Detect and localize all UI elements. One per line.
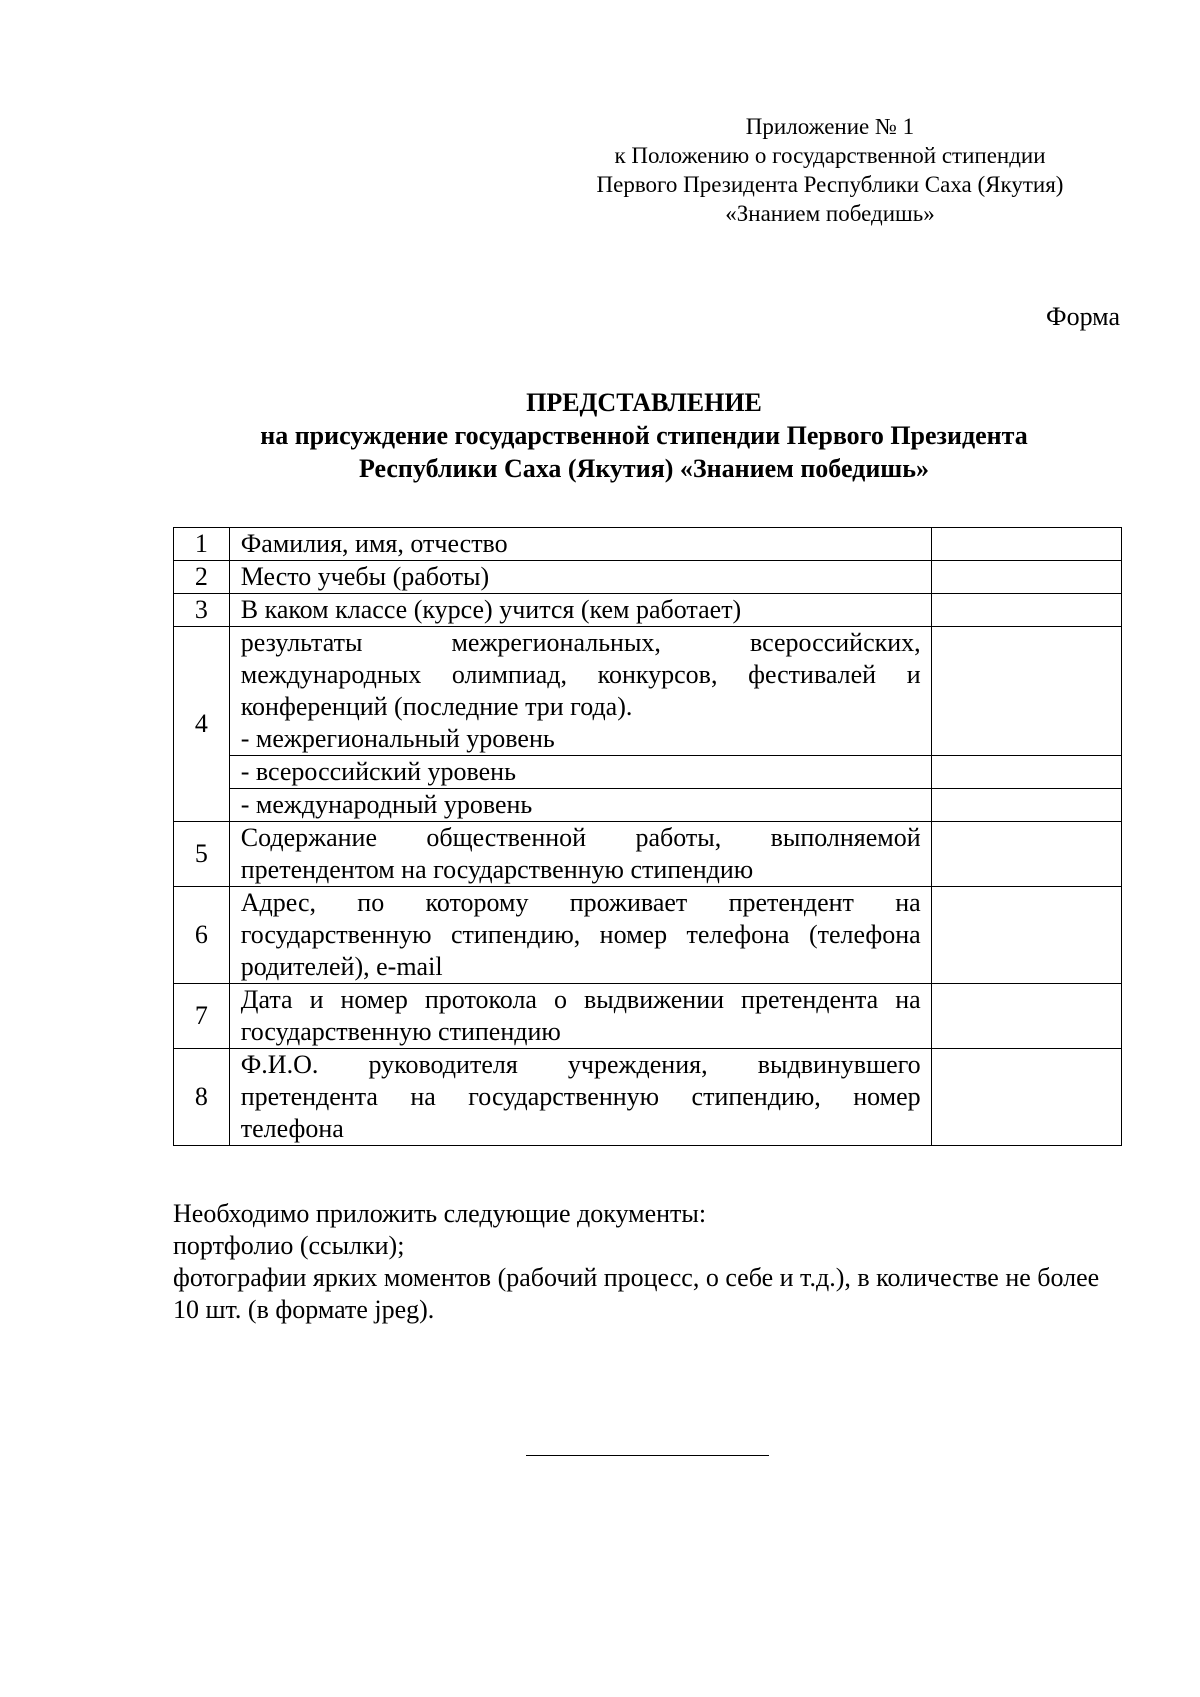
table-row [174, 594, 1122, 627]
closing-divider [526, 1455, 769, 1456]
row-value-cell[interactable] [931, 822, 1121, 887]
row-value-cell[interactable] [931, 887, 1121, 984]
table-row [174, 528, 1122, 561]
row-label: Фамилия, имя, отчество [229, 528, 931, 561]
row-number: 2 [174, 561, 230, 594]
table-row [174, 627, 1122, 756]
row-label-text: результаты межрегиональных, всероссийских, международных олимпиад, конкурсов, фестивалей и конференций (последние три года). [240, 628, 921, 721]
row-sublabel-international: - международный уровень [229, 789, 931, 822]
appendix-line-2: к Положению о государственной стипендии [614, 143, 1046, 168]
row-value-cell[interactable] [931, 984, 1121, 1049]
row-number: 3 [174, 594, 230, 627]
row-label: Ф.И.О. руководителя учреждения, выдвинувшего претендента на государственную стипендию, номер телефона [229, 1049, 931, 1146]
row-label: Адрес, по которому проживает претендент на государственную стипендию, номер телефона (телефона родителей), e-mail [229, 887, 931, 984]
footer-line-2: портфолио (ссылки); [173, 1231, 405, 1260]
form-label: Форма [1046, 302, 1120, 331]
table-subrow [174, 756, 1122, 789]
row-sublabel-national: - всероссийский уровень [229, 756, 931, 789]
footer-line-1: Необходимо приложить следующие документы: [173, 1199, 707, 1228]
row-label [229, 627, 931, 756]
row-value-cell[interactable] [931, 789, 1121, 822]
row-label: Содержание общественной работы, выполняемой претендентом на государственную стипендию [229, 822, 931, 887]
table-row [174, 887, 1122, 984]
row-label: В каком классе (курсе) учится (кем работает) [229, 594, 931, 627]
row-value-cell[interactable] [931, 756, 1121, 789]
row-sublabel-interregional: - межрегиональный уровень [240, 724, 555, 753]
row-number: 4 [174, 627, 230, 822]
footer-line-3: фотографии ярких моментов (рабочий процесс, о себе и т.д.), в количестве не более 10 шт. (в формате jpeg). [173, 1263, 1100, 1324]
row-number: 5 [174, 822, 230, 887]
document-title [120, 386, 1168, 485]
table-row [174, 822, 1122, 887]
row-label: Место учебы (работы) [229, 561, 931, 594]
row-value-cell[interactable] [931, 528, 1121, 561]
row-value-cell[interactable] [931, 627, 1121, 756]
row-number: 1 [174, 528, 230, 561]
required-documents-note [173, 1198, 1122, 1326]
title-subtitle-line-2: Республики Саха (Якутия) «Знанием победишь» [359, 454, 929, 483]
appendix-line-1: Приложение № 1 [745, 114, 915, 139]
row-label: Дата и номер протокола о выдвижении претендента на государственную стипендию [229, 984, 931, 1049]
appendix-line-3: Первого Президента Республики Саха (Якутия) [596, 172, 1064, 197]
row-value-cell[interactable] [931, 594, 1121, 627]
table-subrow [174, 789, 1122, 822]
appendix-line-4: «Знанием победишь» [725, 201, 935, 226]
row-number: 7 [174, 984, 230, 1049]
title-heading: ПРЕДСТАВЛЕНИЕ [526, 388, 762, 417]
table-row [174, 1049, 1122, 1146]
row-value-cell[interactable] [931, 1049, 1121, 1146]
table-row [174, 561, 1122, 594]
row-number: 8 [174, 1049, 230, 1146]
appendix-header [560, 112, 1100, 228]
nomination-form-table [173, 527, 1122, 1146]
title-subtitle-line-1: на присуждение государственной стипендии Первого Президента [260, 421, 1028, 450]
table-row [174, 984, 1122, 1049]
row-number: 6 [174, 887, 230, 984]
row-value-cell[interactable] [931, 561, 1121, 594]
